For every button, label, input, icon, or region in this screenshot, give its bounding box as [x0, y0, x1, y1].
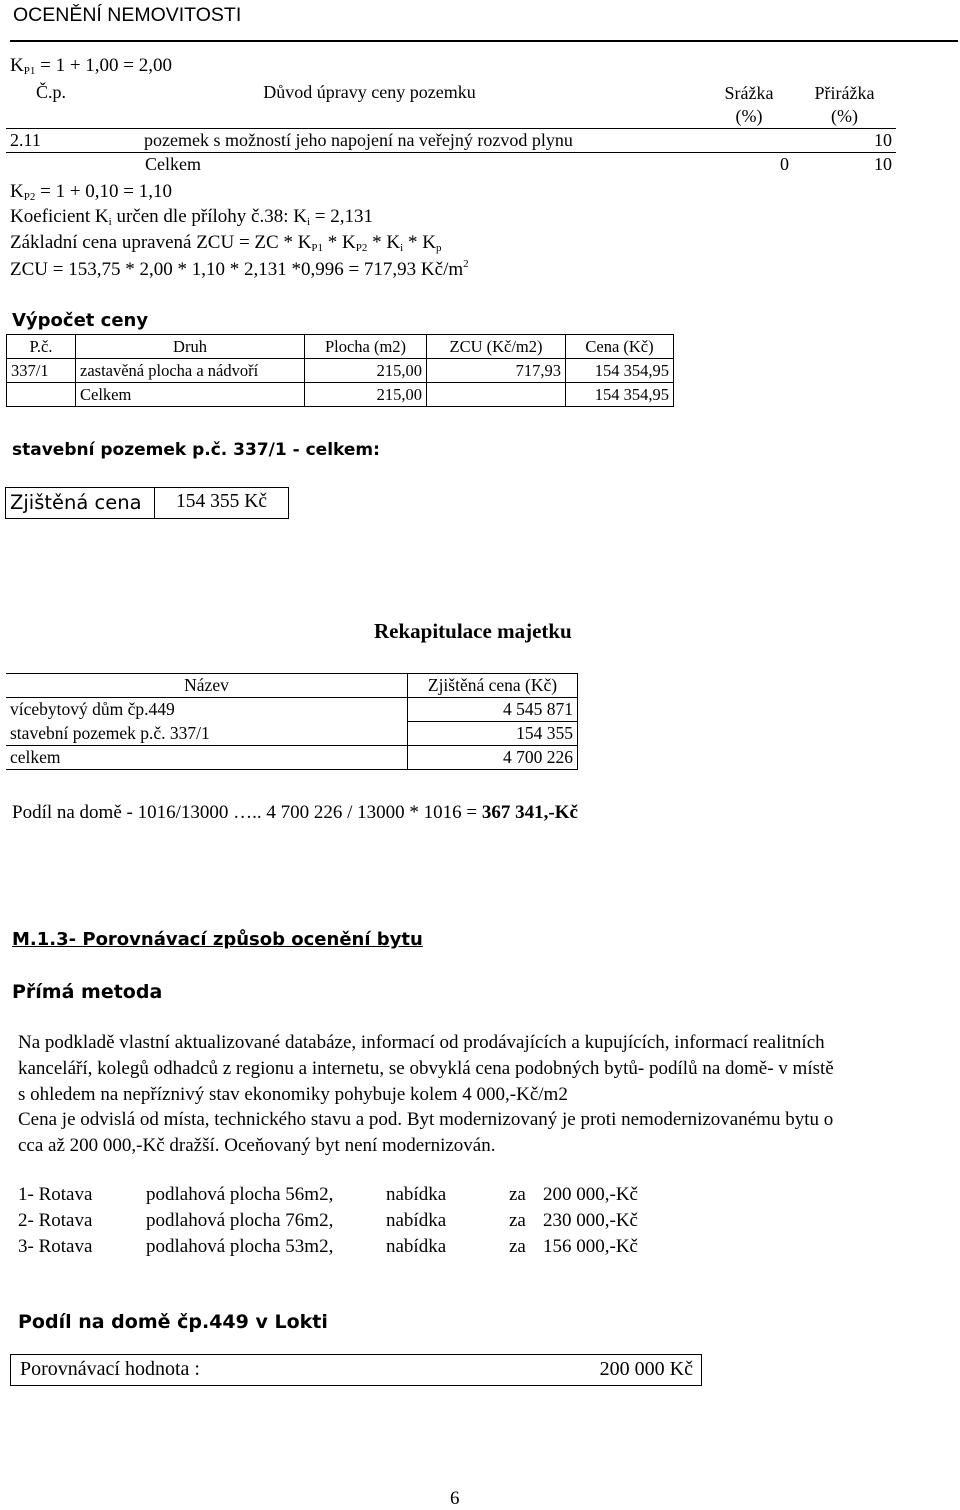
- table-total-row: [6, 746, 578, 770]
- vypocet-header-row: [7, 335, 674, 359]
- vypocet-cell-cena: 154 354,95: [566, 359, 674, 383]
- page-number: 6: [450, 1488, 460, 1509]
- section-subtitle: Přímá metoda: [12, 981, 163, 1003]
- vypocet-col-cena: Cena (Kč): [566, 335, 674, 359]
- vypocet-total-plocha: 215,00: [305, 383, 427, 407]
- kp1-formula: $K_{P1} = 1 + 1,00 = 2,00$: [10, 55, 173, 77]
- offer-name: 1- Rotava: [18, 1184, 93, 1205]
- final-box: [10, 1354, 702, 1386]
- vypocet-total-cena: 154 354,95: [566, 383, 674, 407]
- offer-type: nabídka: [386, 1236, 447, 1257]
- total-prirazka: 10: [793, 153, 896, 177]
- table-row: [7, 359, 674, 383]
- vypocet-cell-druh: zastavěná plocha a nádvoří: [76, 359, 305, 383]
- table-total-row: [7, 383, 674, 407]
- rekap-cell-nazev: vícebytový dům čp.449: [10, 699, 175, 720]
- offer-price: 230 000,-Kč: [543, 1210, 638, 1231]
- rekap-cell-cena: 154 355: [408, 722, 578, 746]
- offer-type: nabídka: [386, 1210, 447, 1231]
- section-title: M.1.3- Porovnávací způsob ocenění bytu: [12, 929, 423, 950]
- rekapitulace-table: [6, 673, 578, 770]
- rekap-cell-cena: 4 700 226: [408, 746, 578, 770]
- row-prirazka: 10: [793, 129, 896, 153]
- summary-box: [5, 487, 289, 519]
- paragraph-1-line-1: Na podkladě vlastní aktualizované databáze, informací od prodávajících a kupujících, informací realitních: [18, 1032, 825, 1053]
- summary-value: 154 355 Kč: [176, 491, 267, 512]
- vypocet-total-label: Celkem: [76, 383, 305, 407]
- summary-divider: [154, 488, 155, 518]
- rekap-col-cena: Zjištěná cena (Kč): [408, 674, 578, 698]
- paragraph-2-line-1: Cena je odvislá od místa, technického stavu a pod. Byt modernizovaný je proti nemodernizovanému bytu o: [18, 1109, 834, 1130]
- row-srazka: [705, 129, 793, 153]
- vypocet-heading: Výpočet ceny: [12, 310, 149, 331]
- summary-heading: stavební pozemek p.č. 337/1 - celkem:: [12, 440, 380, 460]
- col-header-srazka: Srážka (%): [724, 83, 774, 126]
- total-label: Celkem: [140, 153, 705, 177]
- podil-text: Podíl na domě - 1016/13000 ….. 4 700 226 / 13000 * 1016 =: [12, 802, 482, 823]
- header-rule: [10, 40, 958, 42]
- table-row: [6, 722, 578, 746]
- rekapitulace-title: Rekapitulace majetku: [374, 619, 572, 643]
- podil-line: [12, 802, 578, 824]
- final-label: Porovnávací hodnota :: [20, 1358, 200, 1380]
- zcu-calculation: ZCU = 153,75 * 2,00 * 1,10 * 2,131 *0,996 = 717,93 $Kč/m^2$: [10, 258, 469, 280]
- row-duvod: pozemek s možností jeho napojení na veřejný rozvod plynu: [140, 129, 705, 153]
- table-row: [6, 129, 896, 153]
- rekap-col-nazev: Název: [6, 674, 408, 698]
- podil-value: 367 341,-Kč: [481, 802, 578, 823]
- page-header-title: OCENĚNÍ NEMOVITOSTI: [13, 4, 242, 26]
- rekap-header-row: [6, 674, 578, 698]
- offer-za: za: [509, 1236, 526, 1257]
- vypocet-col-pc: P.č.: [7, 335, 76, 359]
- row-cp: 2.11: [6, 129, 140, 153]
- zcu-formula: Základní cena upravená ZCU = ZC * $K_{P1} * K_{P2} * K_i * K_p$: [10, 232, 442, 254]
- paragraph-1-line-3: s ohledem na nepříznivý stav ekonomiky pohybuje kolem 4 000,-Kč/m2: [18, 1084, 568, 1105]
- offer-area: podlahová plocha 56m2,: [146, 1184, 334, 1205]
- offer-type: nabídka: [386, 1184, 447, 1205]
- offer-price: 200 000,-Kč: [543, 1184, 638, 1205]
- vypocet-cell-pc: 337/1: [7, 359, 76, 383]
- vypocet-cell-plocha: 215,00: [305, 359, 427, 383]
- final-value: 200 000 Kč: [599, 1358, 693, 1380]
- col-header-cp: Č.p.: [36, 82, 67, 102]
- offer-za: za: [509, 1210, 526, 1231]
- kp2-formula: $K_{P2} = 1 + 0,10 = 1,10$: [10, 181, 173, 203]
- offer-name: 3- Rotava: [18, 1236, 93, 1257]
- summary-label: Zjištěná cena: [10, 491, 142, 514]
- offer-name: 2- Rotava: [18, 1210, 93, 1231]
- offer-area: podlahová plocha 76m2,: [146, 1210, 334, 1231]
- vypocet-total-pc: [7, 383, 76, 407]
- offer-area: podlahová plocha 53m2,: [146, 1236, 334, 1257]
- offer-za: za: [509, 1184, 526, 1205]
- final-heading: Podíl na domě čp.449 v Lokti: [18, 1311, 328, 1333]
- adjustments-table: [6, 82, 896, 176]
- vypocet-col-zcu: ZCU (Kč/m2): [427, 335, 566, 359]
- total-srazka: 0: [705, 153, 793, 177]
- col-header-prirazka: Přirážka (%): [814, 83, 875, 126]
- table-row: [6, 698, 578, 722]
- rekap-cell-nazev: celkem: [6, 746, 408, 770]
- vypocet-col-druh: Druh: [76, 335, 305, 359]
- vypocet-total-zcu: [427, 383, 566, 407]
- koeficient-formula: Koeficient $K_i$ určen dle přílohy č.38: $K_i = 2,131$: [10, 206, 373, 228]
- col-header-duvod: Důvod úpravy ceny pozemku: [263, 82, 476, 102]
- paragraph-2-line-2: cca až 200 000,-Kč dražší. Oceňovaný byt není modernizován.: [18, 1135, 496, 1156]
- rekap-cell-cena: 4 545 871: [408, 698, 578, 722]
- vypocet-cell-zcu: 717,93: [427, 359, 566, 383]
- vypocet-table: [6, 334, 674, 407]
- paragraph-1-line-2: kanceláří, kolegů odhadců z regionu a internetu, se obvyklá cena podobných bytů- podílů na domě- v místě: [18, 1058, 834, 1079]
- vypocet-col-plocha: Plocha (m2): [305, 335, 427, 359]
- rekap-cell-nazev: stavební pozemek p.č. 337/1: [10, 722, 210, 743]
- offer-price: 156 000,-Kč: [543, 1236, 638, 1257]
- table-total-row: [6, 153, 896, 177]
